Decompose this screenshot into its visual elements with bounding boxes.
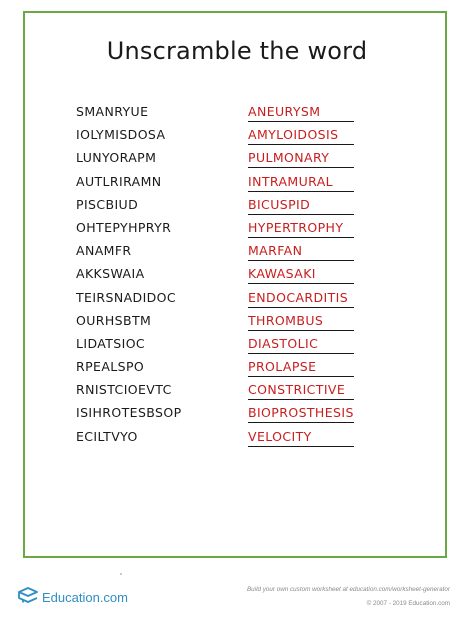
answer-word: ENDOCARDITIS — [248, 289, 349, 305]
word-row — [0, 243, 474, 266]
scrambled-word: LIDATSIOC — [76, 335, 146, 351]
scrambled-word: AKKSWAIA — [76, 266, 145, 282]
answer-word: CONSTRICTIVE — [248, 382, 346, 398]
scrambled-word: LUNYORAPM — [76, 150, 157, 166]
scrambled-word: ANAMFR — [76, 243, 132, 259]
answer-blank-line — [248, 237, 354, 238]
worksheet-title: Unscramble the word — [106, 37, 368, 65]
answer-blank-line — [248, 307, 354, 308]
answer-word: BIOPROSTHESIS — [248, 405, 354, 421]
answer-blank-line — [248, 283, 354, 284]
answer-word: BICUSPID — [248, 196, 311, 212]
scrambled-word: OURHSBTM — [76, 312, 152, 328]
footer-copyright: © 2007 - 2019 Education.com — [366, 600, 450, 607]
word-row — [0, 405, 474, 428]
answer-word: KAWASAKI — [248, 266, 316, 282]
answer-word: THROMBUS — [248, 312, 324, 328]
education-logo[interactable] — [17, 586, 128, 608]
word-list — [0, 104, 474, 452]
answer-blank-line — [248, 167, 354, 168]
scrambled-word: AUTLRIRAMN — [76, 173, 162, 189]
word-row — [0, 197, 474, 220]
scrambled-word: RNISTCIOEVTC — [76, 382, 172, 398]
word-row — [0, 174, 474, 197]
word-row — [0, 382, 474, 405]
answer-word: AMYLOIDOSIS — [248, 127, 339, 143]
answer-blank-line — [248, 422, 354, 423]
footer-promo: Build your own custom worksheet at education.com/worksheet-generator — [246, 586, 450, 593]
answer-blank-line — [248, 260, 354, 261]
answer-blank-line — [248, 446, 354, 447]
scrambled-word: TEIRSNADIDOC — [76, 289, 177, 305]
scrambled-word: IOLYMISDOSA — [76, 127, 166, 143]
scrambled-word: OHTEPYHPRYR — [76, 219, 172, 235]
word-row — [0, 104, 474, 127]
answer-blank-line — [248, 376, 354, 377]
answer-word: MARFAN — [248, 243, 303, 259]
word-row — [0, 220, 474, 243]
scrambled-word: SMANRYUE — [76, 104, 149, 119]
answer-blank-line — [248, 144, 354, 145]
decorative-dot — [120, 573, 122, 575]
word-row — [0, 266, 474, 289]
scrambled-word: ECILTVYO — [76, 428, 138, 444]
word-row — [0, 336, 474, 359]
word-row — [0, 313, 474, 336]
answer-blank-line — [248, 214, 354, 215]
answer-word: ANEURYSM — [248, 104, 321, 119]
answer-blank-line — [248, 353, 354, 354]
word-row — [0, 290, 474, 313]
answer-word: PULMONARY — [248, 150, 330, 166]
answer-word: PROLAPSE — [248, 359, 317, 375]
answer-blank-line — [248, 191, 354, 192]
word-row — [0, 127, 474, 150]
answer-word: INTRAMURAL — [248, 173, 334, 189]
answer-word: HYPERTROPHY — [248, 219, 344, 235]
word-row — [0, 429, 474, 452]
answer-blank-line — [248, 121, 354, 122]
scrambled-word: ISIHROTESBSOP — [76, 405, 182, 421]
answer-blank-line — [248, 399, 354, 400]
scrambled-word: RPEALSPO — [76, 359, 145, 375]
word-row — [0, 150, 474, 173]
scrambled-word: PISCBIUD — [76, 196, 139, 212]
education-logo-icon — [17, 586, 39, 608]
education-logo-text: Education.com — [42, 589, 128, 605]
answer-word: DIASTOLIC — [248, 335, 319, 351]
word-row — [0, 359, 474, 382]
answer-blank-line — [248, 330, 354, 331]
answer-word: VELOCITY — [248, 428, 312, 444]
